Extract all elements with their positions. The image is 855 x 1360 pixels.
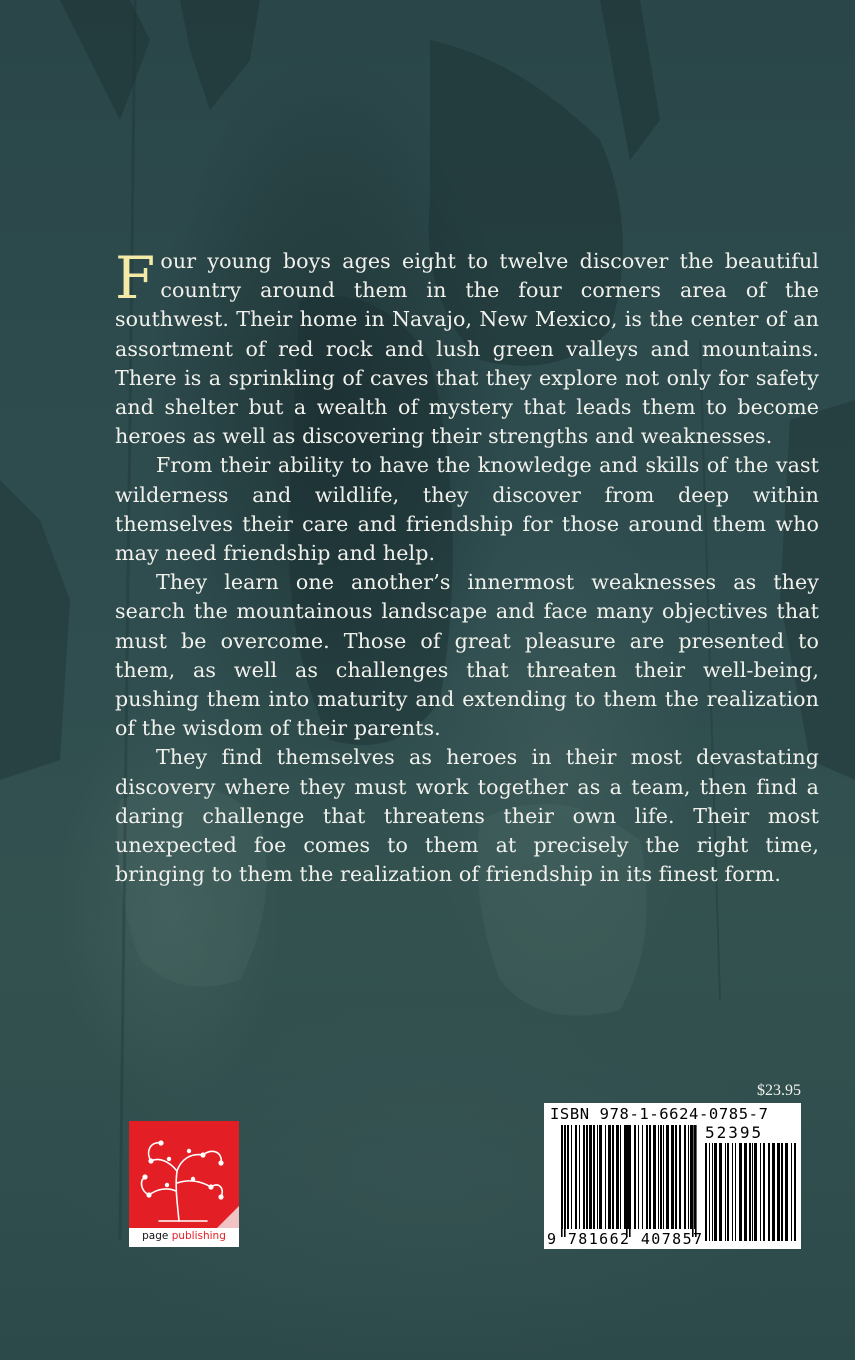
barcode-bar <box>732 1143 733 1241</box>
barcode-bar <box>567 1125 569 1229</box>
barcode-bar <box>638 1125 639 1229</box>
barcode-bar <box>646 1125 648 1229</box>
barcode-bar <box>725 1143 726 1241</box>
price-label: $23.95 <box>757 1082 801 1099</box>
barcode-guard-bar <box>626 1125 628 1237</box>
barcode-bar <box>571 1125 572 1229</box>
barcode-bar <box>694 1125 695 1229</box>
barcode-bar <box>634 1125 636 1229</box>
barcode-bar <box>605 1125 606 1229</box>
barcode-bar <box>589 1125 592 1229</box>
book-description <box>115 244 819 889</box>
barcode-bar <box>599 1125 602 1229</box>
barcode-bar <box>642 1125 643 1229</box>
barcode-guard-bar <box>629 1125 631 1237</box>
barcode-bar <box>768 1143 770 1241</box>
barcode-guard-bar <box>561 1125 563 1237</box>
barcode-bar <box>727 1143 729 1241</box>
barcode-bar <box>671 1125 674 1229</box>
barcode-bar <box>739 1143 742 1241</box>
barcode-guard-bar <box>564 1125 566 1237</box>
barcode-bar <box>675 1125 677 1229</box>
ean-digits: 9 781662 407857 <box>547 1230 704 1248</box>
barcode-bar <box>714 1143 717 1241</box>
barcode-bar <box>616 1125 619 1229</box>
barcode-bar <box>777 1143 780 1241</box>
barcode-bar <box>684 1125 686 1229</box>
barcode-bar <box>709 1143 710 1241</box>
barcode-bar <box>744 1143 747 1241</box>
barcode-bar <box>754 1143 757 1241</box>
barcode-bar <box>763 1143 765 1241</box>
barcode-bar <box>649 1125 651 1229</box>
barcode-bar <box>583 1125 585 1229</box>
blurb-paragraph-1 <box>115 244 819 451</box>
barcode-bar <box>579 1125 580 1229</box>
barcode-bar <box>688 1125 689 1229</box>
barcode-bar <box>712 1143 713 1241</box>
barcode-bar <box>791 1143 792 1241</box>
logo-background <box>129 1121 239 1228</box>
barcode-bar <box>679 1125 681 1229</box>
barcode-bar <box>575 1125 577 1229</box>
barcode-guard-bar <box>692 1125 694 1237</box>
blurb-paragraph-3: They learn one another’s innermost weaknesses as they search the mountainous landscape and face many objectives that must be overcome. Those of great pleasure are presented to them, as well as challenges that threaten their well-being, pushing them into maturity and extending to them the realization of the wisdom of their parents. <box>115 570 819 741</box>
barcode-bar <box>612 1125 614 1229</box>
barcode-bar <box>658 1125 659 1229</box>
publisher-logo <box>129 1121 239 1247</box>
blurb-paragraph-4: They find themselves as heroes in their most devastating discovery where they must work together as a team, then find a daring challenge that threatens their own life. Their most unexpected foe comes to them at precisely the right time, bringing to them the realization of friendship in its finest form. <box>115 745 819 887</box>
barcode-bar <box>749 1143 751 1241</box>
barcode-bar <box>772 1143 775 1241</box>
barcode-bar <box>666 1125 669 1229</box>
barcode-bar <box>735 1143 736 1241</box>
barcode-bar <box>760 1143 761 1241</box>
barcode-bar <box>597 1125 598 1229</box>
barcode-bar <box>586 1125 588 1229</box>
barcode-bar <box>653 1125 656 1229</box>
price-code: 52395 <box>705 1123 764 1142</box>
barcode-bar <box>752 1143 753 1241</box>
publisher-name-page: page <box>142 1230 169 1242</box>
barcode-bar <box>620 1125 621 1229</box>
isbn-label: ISBN 978-1-6624-0785-7 <box>550 1105 769 1123</box>
barcode-bar <box>781 1143 783 1241</box>
isbn-barcode <box>544 1103 801 1249</box>
barcode-bar <box>785 1143 788 1241</box>
publisher-name-publishing: publishing <box>171 1230 226 1242</box>
blurb-paragraph-2: From their ability to have the knowledge and skills of the vast wilderness and wildlife, they discover from deep within themselves their care and friendship for those around them who may need friendship and help. <box>115 453 819 566</box>
barcode-bar <box>608 1125 611 1229</box>
barcode-bar <box>660 1125 662 1229</box>
blurb-paragraph-1-text: our young boys ages eight to twelve discover the beautiful country around them in the four corners area of the southwest. Their home in Navajo, New Mexico, is the center of an assortment of red rock and lush green valleys and mountains. There is a sprinkling of caves that they explore not only for safety and shelter but a wealth of mystery that leads them to become heroes as well as discovering their strengths and weaknesses. <box>115 249 819 449</box>
barcode-bar <box>719 1143 722 1241</box>
drop-cap: F <box>115 244 156 312</box>
barcode-guard-bar <box>695 1125 697 1237</box>
barcode-bar <box>794 1143 796 1241</box>
barcode-bar <box>705 1143 707 1241</box>
publisher-name <box>129 1230 239 1242</box>
barcode-bar <box>663 1125 664 1229</box>
barcode-bar <box>593 1125 595 1229</box>
tree-icon <box>129 1121 239 1228</box>
barcode-bar <box>624 1125 626 1229</box>
